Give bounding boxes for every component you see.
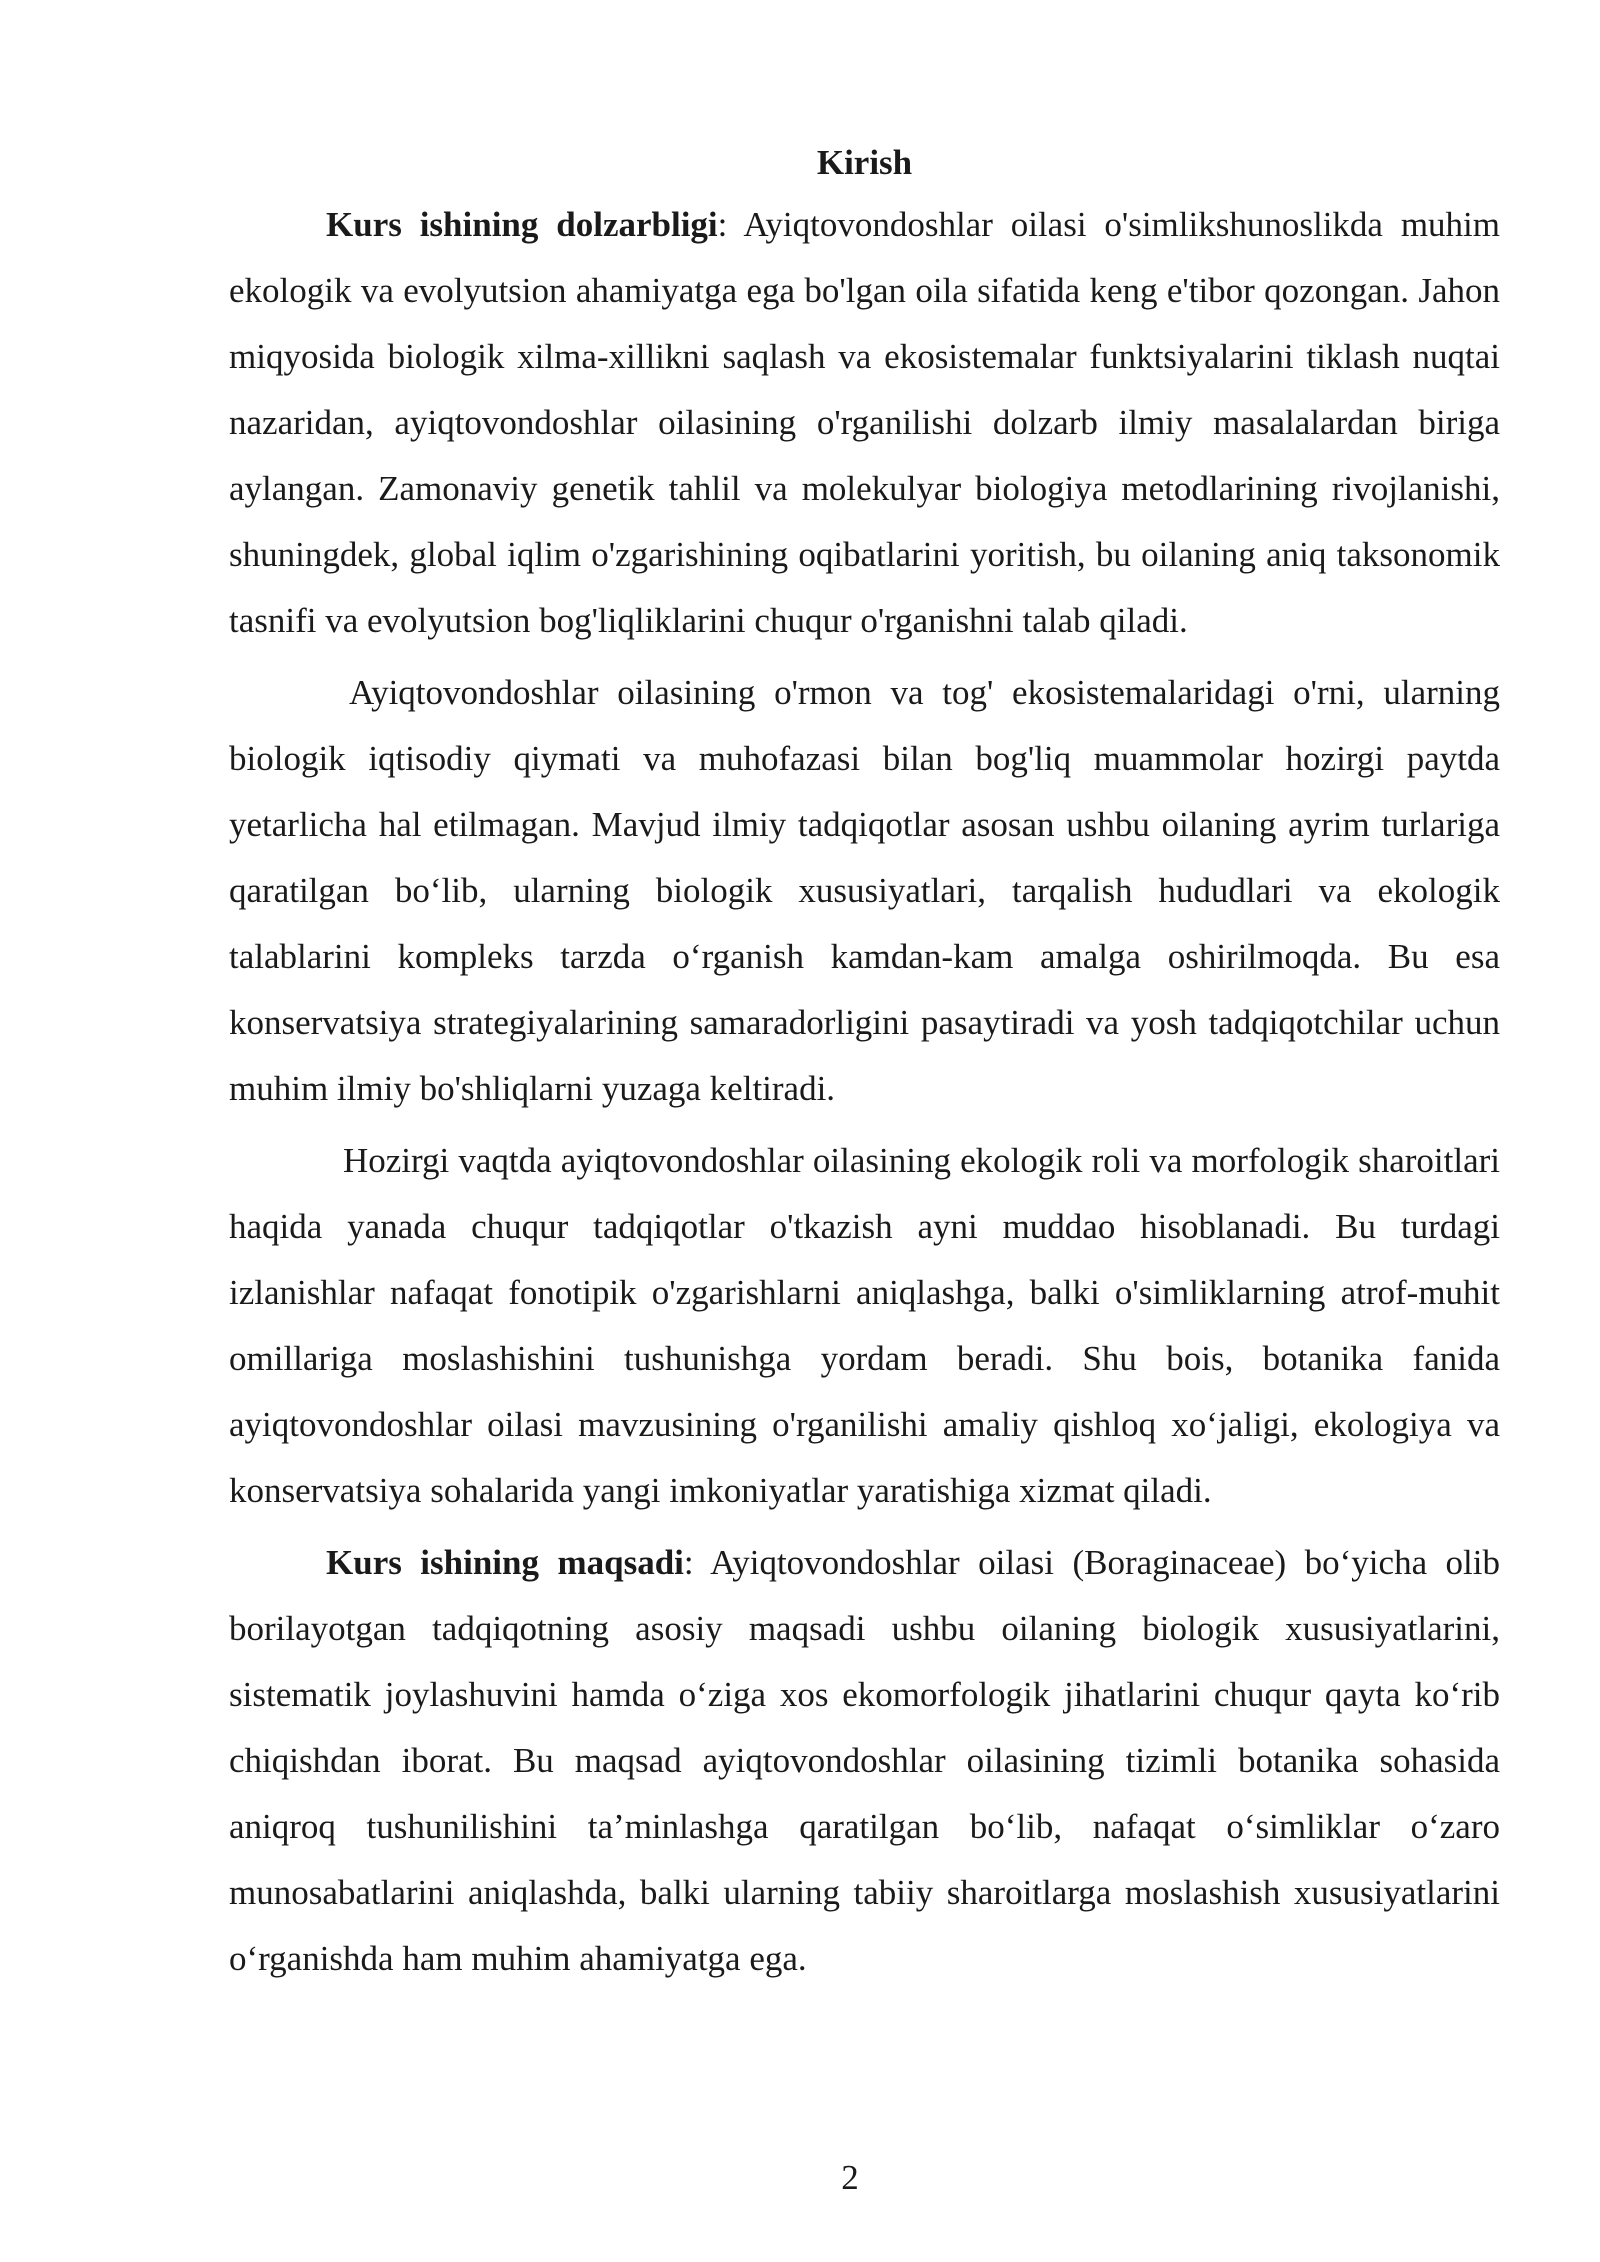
page-title: Kirish bbox=[816, 143, 913, 182]
document-body bbox=[229, 138, 1500, 1998]
paragraph-objective bbox=[229, 1530, 1500, 1992]
paragraph-current-research bbox=[229, 1128, 1500, 1524]
lead-separator: : bbox=[683, 1543, 711, 1582]
paragraph-text-current-research: Hozirgi vaqtda ayiqtovondoshlar oilasining ekologik roli va morfologik sharoitlari haqida yanada chuqur tadqiqotlar o'tkazish ayni muddao hisoblanadi. Bu turdagi izlanishlar nafaqat fonotipik o'zgarishlarni aniqlashga, balki o'simliklarning atrof-muhit omillariga moslashishini tushunishga yordam beradi. Shu bois, botanika fanida ayiqtovondoshlar oilasi mavzusining o'rganilishi amaliy qishloq xo‘jaligi, ekologiya va konservatsiya sohalarida yangi imkoniyatlar yaratishiga xizmat qiladi. bbox=[229, 1141, 1500, 1510]
paragraph-relevance bbox=[229, 192, 1500, 654]
paragraph-text-relevance: Ayiqtovondoshlar oilasi o'simlikshunoslikda muhim ekologik va evolyutsion ahamiyatga ega bo'lgan oila sifatida keng e'tibor qozongan. Jahon miqyosida biologik xilma-xillikni saqlash va ekosistemalar funktsiyalarini tiklash nuqtai nazaridan, ayiqtovondoshlar oilasining o'rganilishi dolzarb ilmiy masalalardan biriga aylangan. Zamonaviy genetik tahlil va molekulyar biologiya metodlarining rivojlanishi, shuningdek, global iqlim o'zgarishining oqibatlarini yoritish, bu oilaning aniq taksonomik tasnifi va evolyutsion bog'liqliklarini chuqur o'rganishni talab qiladi. bbox=[229, 205, 1500, 640]
paragraph-ecosystem-role bbox=[229, 660, 1500, 1122]
paragraph-lead-relevance: Kurs ishining dolzarbligi bbox=[326, 205, 718, 244]
paragraph-text-objective: Ayiqtovondoshlar oilasi (Boraginaceae) bo‘yicha olib borilayotgan tadqiqotning asosiy maqsadi ushbu oilaning biologik xususiyatlarini, sistematik joylashuvini hamda o‘ziga xos ekomorfologik jihatlarini chuqur qayta ko‘rib chiqishdan iborat. Bu maqsad ayiqtovondoshlar oilasining tizimli botanika sohasida aniqroq tushunilishini ta’minlashga qaratilgan bo‘lib, nafaqat o‘simliklar o‘zaro munosabatlarini aniqlashda, balki ularning tabiiy sharoitlarga moslashish xususiyatlarini o‘rganishda ham muhim ahamiyatga ega. bbox=[229, 1543, 1501, 1978]
paragraph-text-ecosystem-role: Ayiqtovondoshlar oilasining o'rmon va tog' ekosistemalaridagi o'rni, ularning biologik iqtisodiy qiymati va muhofazasi bilan bog'liq muammolar hozirgi paytda yetarlicha hal etilmagan. Mavjud ilmiy tadqiqotlar asosan ushbu oilaning ayrim turlariga qaratilgan bo‘lib, ularning biologik xususiyatlari, tarqalish hududlari va ekologik talablarini kompleks tarzda o‘rganish kamdan-kam amalga oshirilmoqda. Bu esa konservatsiya strategiyalarining samaradorligini pasaytiradi va yosh tadqiqotchilar uchun muhim ilmiy bo'shliqlarni yuzaga keltiradi. bbox=[229, 673, 1500, 1108]
lead-separator: : bbox=[717, 205, 744, 244]
page-number: 2 bbox=[841, 2158, 859, 2197]
paragraph-lead-objective: Kurs ishining maqsadi bbox=[326, 1543, 684, 1582]
